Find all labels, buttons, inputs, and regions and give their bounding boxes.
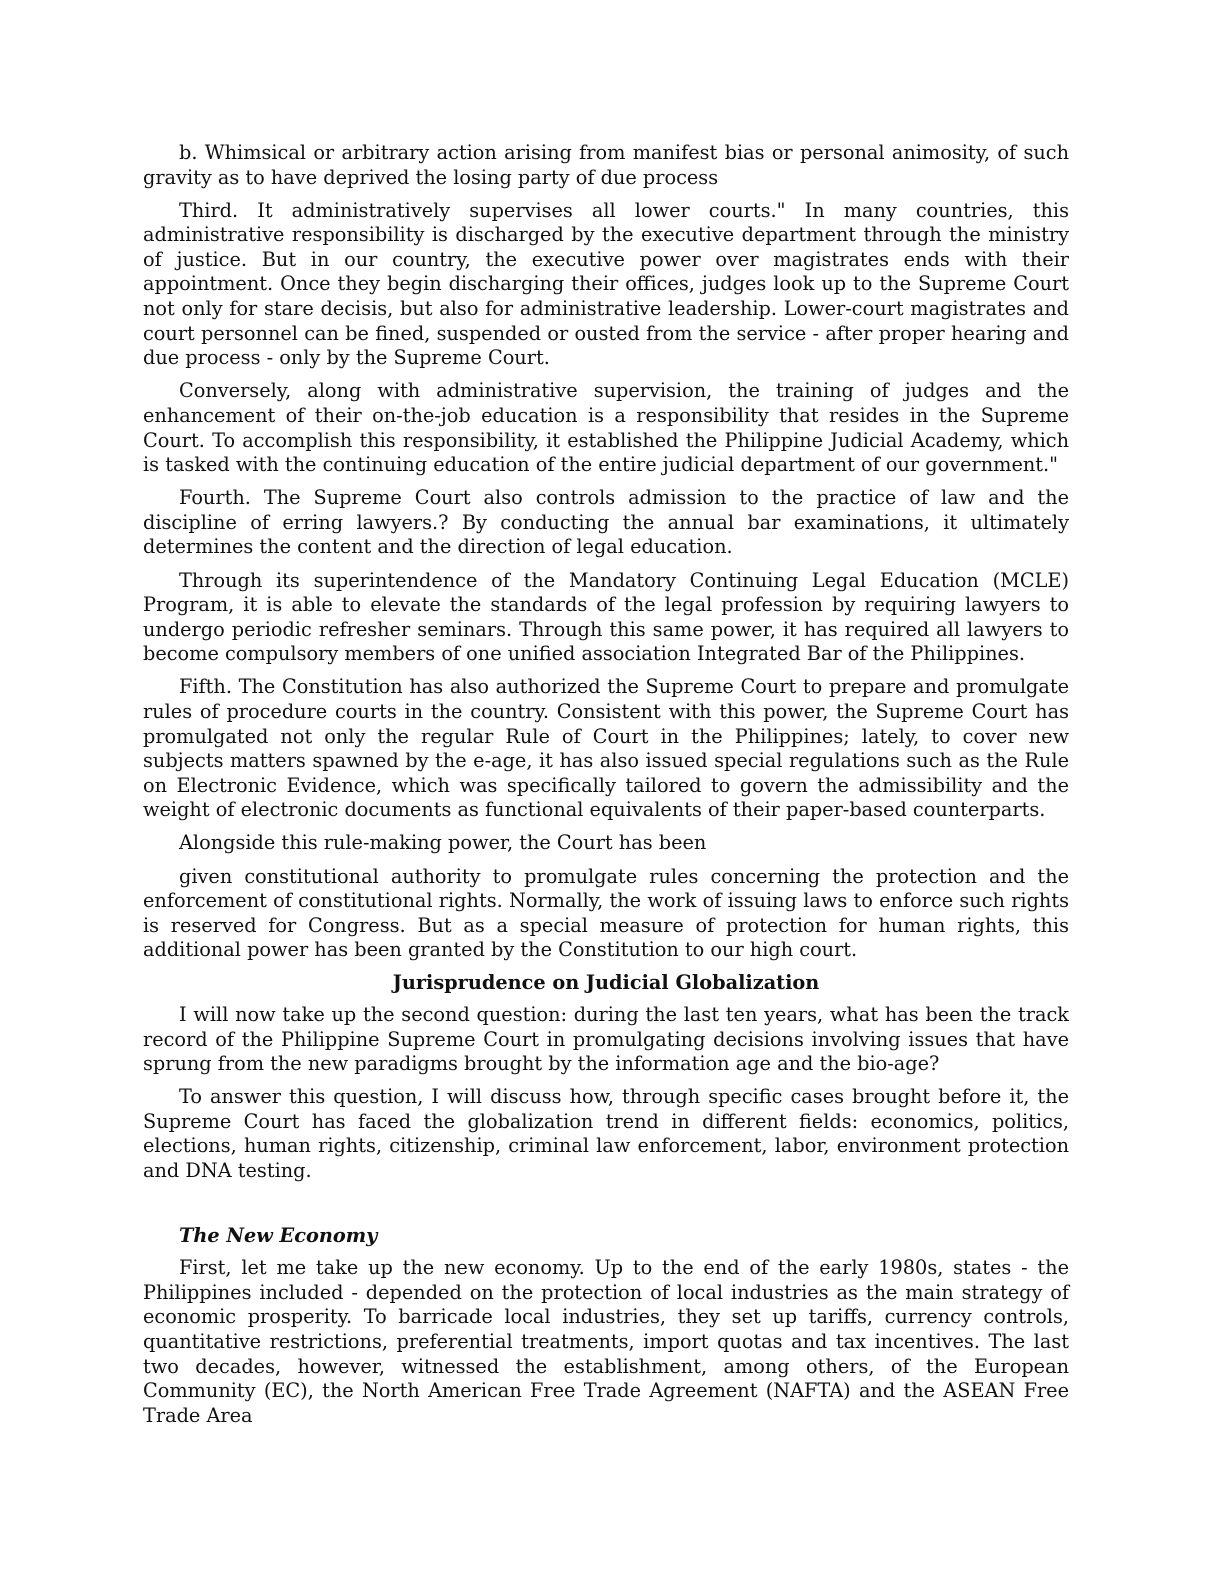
paragraph-constitutional-authority: given constitutional authority to promulgate rules concerning the protection and the enforcement of constitutional rights. Normally, the work of issuing laws to enforce such rights is reserved for Congress. But as a special measure of protection for human rights, this additional power has been granted by the Constitution to our high court.: [143, 864, 1069, 962]
paragraph-fifth-rules: Fifth. The Constitution has also authorized the Supreme Court to prepare and promulgate rules of procedure courts in the country. Consistent with this power, the Supreme Court has promulgated not only the regular Rule of Court in the Philippines; lately, to cover new subjects matters spawned by the e-age, it has also issued special regulations such as the Rule on Electronic Evidence, which was specifically tailored to govern the admissibility and the weight of electronic documents as functional equivalents of their paper-based counterparts.: [143, 675, 1069, 822]
paragraph-globalization-fields: To answer this question, I will discuss how, through specific cases brought before it, the Supreme Court has faced the globalization trend in different fields: economics, politics, elections, human rights, citizenship, criminal law enforcement, labor, environment protection and DNA testing.: [143, 1085, 1069, 1183]
section-heading: Jurisprudence on Judicial Globalization: [392, 971, 820, 995]
paragraph-whimsical-action: b. Whimsical or arbitrary action arising from manifest bias or personal animosity, of such gravity as to have deprived the losing party of due process: [143, 141, 1069, 189]
paragraph-judicial-academy: Conversely, along with administrative supervision, the training of judges and the enhancement of their on-the-job education is a responsibility that resides in the Supreme Court. To accomplish this responsibility, it established the Philippine Judicial Academy, which is tasked with the continuing education of the entire judicial department of our government.": [143, 379, 1069, 477]
paragraph-new-economy: First, let me take up the new economy. Up to the end of the early 1980s, states - the Philippines included - depended on the protection of local industries as the main strategy of economic prosperity. To barricade local industries, they set up tariffs, currency controls, quantitative restrictions, preferential treatments, import quotas and tax incentives. The last two decades, however, witnessed the establishment, among others, of the European Community (EC), the North American Free Trade Agreement (NAFTA) and the ASEAN Free Trade Area: [143, 1256, 1069, 1427]
paragraph-fourth-admission: Fourth. The Supreme Court also controls admission to the practice of law and the discipline of erring lawyers.? By conducting the annual bar examinations, it ultimately determines the content and the direction of legal education.: [143, 486, 1069, 559]
document-page: [143, 141, 1069, 1437]
paragraph-mcle-program: Through its superintendence of the Mandatory Continuing Legal Education (MCLE) Program, it is able to elevate the standards of the legal profession by requiring lawyers to undergo periodic refresher seminars. Through this same power, it has required all lawyers to become compulsory members of one unified association Integrated Bar of the Philippines.: [143, 568, 1069, 666]
subsection-heading: The New Economy: [179, 1223, 378, 1247]
paragraph-second-question: I will now take up the second question: during the last ten years, what has been the track record of the Philippine Supreme Court in promulgating decisions involving issues that have sprung from the new paradigms brought by the information age and the bio-age?: [143, 1003, 1069, 1076]
paragraph-rule-making-power: Alongside this rule-making power, the Court has been: [179, 831, 707, 855]
paragraph-third-supervision: Third. It administratively supervises all lower courts." In many countries, this administrative responsibility is discharged by the executive department through the ministry of justice. But in our country, the executive power over magistrates ends with their appointment. Once they begin discharging their offices, judges look up to the Supreme Court not only for stare decisis, but also for administrative leadership. Lower-court magistrates and court personnel can be fined, suspended or ousted from the service - after proper hearing and due process - only by the Supreme Court.: [143, 198, 1069, 370]
